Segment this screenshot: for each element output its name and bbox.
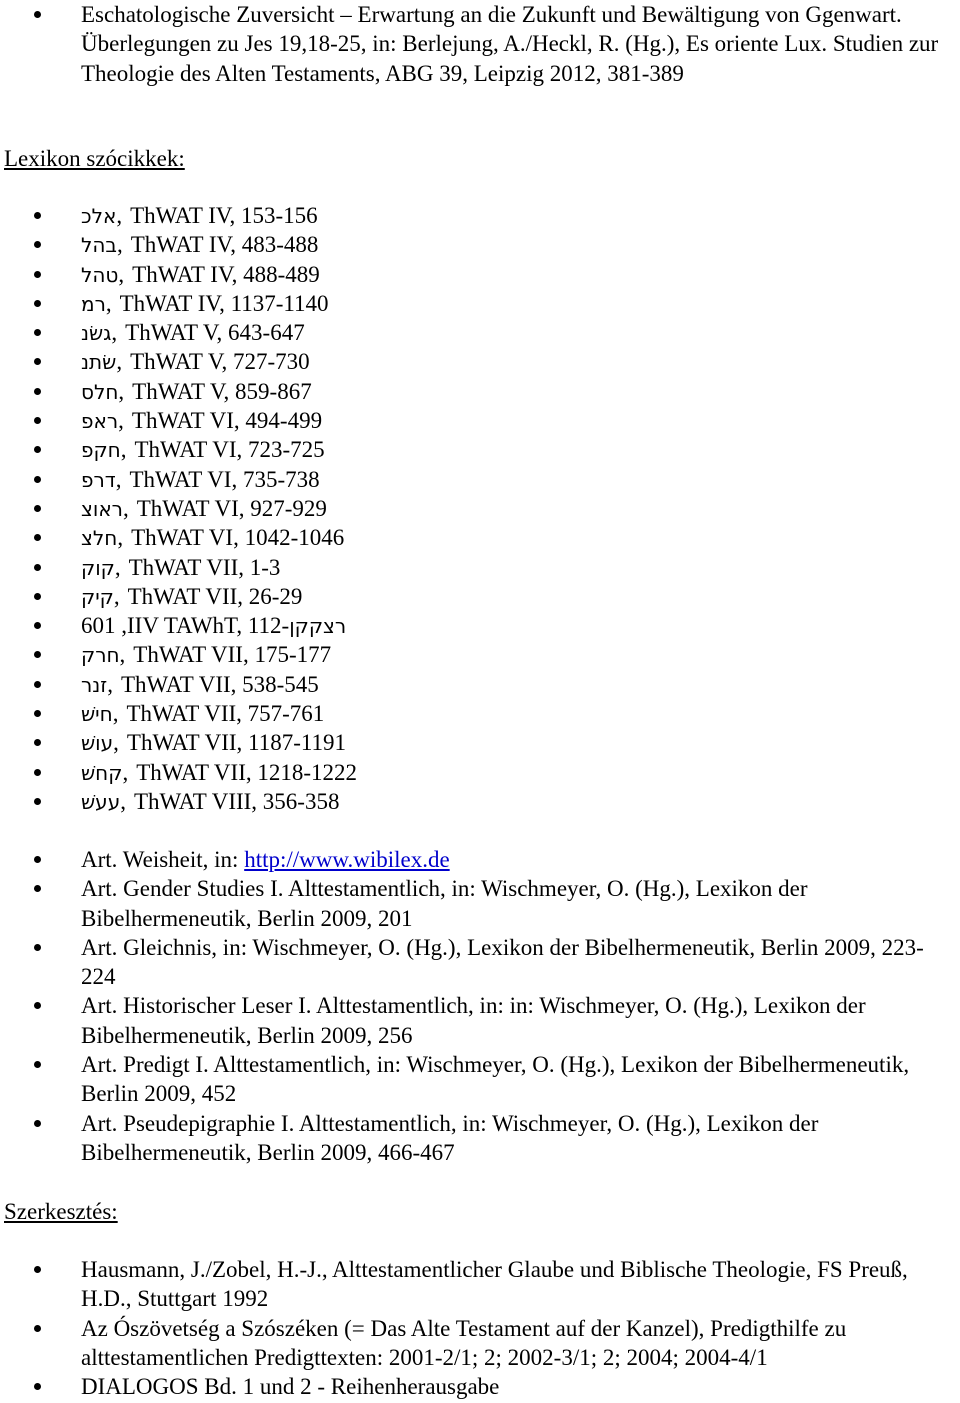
hebrew-word: עעשׁ [81,789,121,814]
hebrew-word: גשׂנ [81,321,112,346]
lexikon-entry: דרפ, ThWAT VI, 735-738 [0,465,960,494]
lexikon-reference: ThWAT VII, 1-3 [128,554,281,580]
bullet-icon [34,300,41,307]
lexikon-reference: ThWAT VI, 494-499 [131,408,323,434]
list-item [0,1109,960,1168]
article-text: Art. Weisheit, in: [81,847,245,872]
bullet-icon [34,329,41,336]
lexikon-entry: קיק, ThWAT VII, 26-29 [0,582,960,611]
hebrew-word: חרק [81,643,120,668]
bullet-icon [34,798,41,805]
lexikon-entry: חקפ, ThWAT VI, 723-725 [0,435,960,464]
lexikon-entry: טהל, ThWAT IV, 488-489 [0,260,960,289]
lexikon-reference: ThWAT VII, 757-761 [126,701,325,727]
lexikon-list [0,201,960,816]
lexikon-reference: ThWAT VII, 175-177 [133,642,332,668]
lexikon-entry: עושׁ, ThWAT VII, 1187-1191 [0,728,960,757]
lexikon-reference: ThWAT IV, 483-488 [130,232,319,258]
lexikon-reference: ThWAT V, 727-730 [130,349,310,375]
wibilex-link[interactable]: http://www.wibilex.de [244,847,450,872]
list-item [0,1372,960,1401]
bullet-icon [34,271,41,278]
editing-text: Az Ószövetség a Szószéken (= Das Alte Testament auf der Kanzel), Predigthilfe zu alttestamentlichen Predigttexten: 2001-2/1; 2; 2002-3/1; 2; 2004; 2004-4/1 [81,1315,847,1370]
lexikon-reference: ThWAT VI, 1042-1046 [131,525,345,551]
bullet-icon [34,534,41,541]
hebrew-word: בהל [81,233,117,258]
bullet-icon [34,212,41,219]
lexikon-entry [0,611,960,640]
bullet-icon [34,1383,41,1390]
bullet-icon [34,1266,41,1273]
lexikon-entry: שׂתנ, ThWAT V, 727-730 [0,347,960,376]
lexikon-entry: חרק, ThWAT VII, 175-177 [0,640,960,669]
lexikon-reference: ThWAT VII, 1218-1222 [136,759,358,785]
list-item [0,991,960,1050]
lexikon-entry: עעשׁ, ThWAT VIII, 356-358 [0,787,960,816]
list-item [0,1255,960,1314]
bullet-icon [34,358,41,365]
lexikon-reference: ThWAT V, 859-867 [132,378,312,404]
hebrew-word: קוק [81,555,115,580]
lexikon-reference: ThWAT VI, 927-929 [136,495,327,521]
lexikon-reference: ThWAT IV, 1137-1140 [119,290,329,316]
hebrew-word: עושׁ [81,731,114,756]
list-item [0,1050,960,1109]
lexikon-reference: ThWAT V, 643-647 [125,320,305,346]
publication-text: Eschatologische Zuversicht – Erwartung an die Zukunft und Bewältigung von Ggenwart. Überlegungen zu Jes 19,18-25, in: Berlejung, A./Heckl, R. (Hg.), Es oriente Lux. Studien zur Theologie des Alten Testaments, ABG 39, Leipzig 2012, 381-389 [81,2,939,86]
lexikon-reference: ThWAT VIII, 356-358 [133,788,340,814]
hebrew-word: אלכ [81,204,117,228]
lexikon-reference: ThWAT VII, 1187-1191 [126,730,347,756]
lexikon-entry: זנר, ThWAT VII, 538-545 [0,670,960,699]
bullet-icon [34,505,41,512]
bullet-icon [34,885,41,892]
lexikon-entry: חלצ, ThWAT VI, 1042-1046 [0,523,960,552]
lexikon-reference: ThWAT VI, 735-738 [129,466,320,492]
lexikon-entry: בהל, ThWAT IV, 483-488 [0,230,960,259]
bullet-icon [34,564,41,571]
editing-heading: Szerkesztés: [4,1199,118,1224]
lexikon-entry: קוק, ThWAT VII, 1-3 [0,553,960,582]
hebrew-word: רמ [81,291,106,316]
hebrew-word: זנר [81,672,108,697]
list-item [0,933,960,992]
bullet-icon [34,446,41,453]
hebrew-word: ראפ [81,409,119,434]
lexikon-entry: גשׂנ, ThWAT V, 643-647 [0,318,960,347]
lexikon-reference: ThWAT IV, 488-489 [132,261,320,287]
article-text: Art. Historischer Leser I. Alttestamentlich, in: in: Wischmeyer, O. (Hg.), Lexikon der Bibelhermeneutik, Berlin 2009, 256 [81,993,866,1048]
hebrew-word: ראוצ [81,496,123,521]
hebrew-word: קיק [81,584,114,609]
list-item [0,1314,960,1373]
bullet-icon [34,476,41,483]
bullet-icon [34,1061,41,1068]
bullet-icon [34,739,41,746]
bullet-icon [34,944,41,951]
lexikon-entry: קחשׁ, ThWAT VII, 1218-1222 [0,758,960,787]
hebrew-word: חקפ [81,438,121,463]
lexikon-reference: ThWAT IV, 153-156 [130,203,318,228]
bullet-icon [34,388,41,395]
list-item [0,0,960,88]
article-text: Art. Predigt I. Alttestamentlich, in: Wischmeyer, O. (Hg.), Lexikon der Bibelhermeneutik, Berlin 2009, 452 [81,1052,910,1107]
bullet-icon [34,856,41,863]
hebrew-word: טהל [81,262,119,287]
lexikon-heading: Lexikon szócikkek: [4,146,185,171]
bullet-icon [34,1120,41,1127]
hebrew-word: חלס [81,379,119,404]
bullet-icon [34,1325,41,1332]
article-text: Art. Pseudepigraphie I. Alttestamentlich, in: Wischmeyer, O. (Hg.), Lexikon der Bibelhermeneutik, Berlin 2009, 466-467 [81,1110,819,1165]
article-text: Art. Gleichnis, in: Wischmeyer, O. (Hg.), Lexikon der Bibelhermeneutik, Berlin 2009, 223-224 [81,934,924,990]
bullet-icon [34,417,41,424]
bullet-icon [34,1002,41,1009]
lexikon-entry: ראוצ, ThWAT VI, 927-929 [0,494,960,523]
bullet-icon [34,681,41,688]
hebrew-word: חישׁ [81,702,113,727]
lexikon-reference: ThWAT VII, 538-545 [120,671,319,697]
publication-list [0,0,960,88]
bullet-icon [34,769,41,776]
bullet-icon [34,710,41,717]
hebrew-word: קחשׁ [81,760,123,785]
lexikon-reference: ThWAT VII, 26-29 [127,583,303,609]
lexikon-reference: 601 ,IIV TAWhT, 112- [81,613,290,639]
lexikon-entry: רמ, ThWAT IV, 1137-1140 [0,289,960,318]
lexikon-entry: ראפ, ThWAT VI, 494-499 [0,406,960,435]
editing-text: DIALOGOS Bd. 1 und 2 - Reihenherausgabe [81,1374,500,1400]
article-list [0,845,960,1167]
lexikon-entry: אלכ, ThWAT IV, 153-156 [0,201,960,230]
list-item [0,874,960,933]
lexikon-entry: חלס, ThWAT V, 859-867 [0,377,960,406]
editing-list [0,1255,960,1401]
lexikon-reference: ThWAT VI, 723-725 [134,437,325,463]
bullet-icon [34,622,41,629]
bullet-icon [34,593,41,600]
list-item [0,845,960,874]
bullet-icon [34,241,41,248]
bullet-icon [34,651,41,658]
article-text: Art. Gender Studies I. Alttestamentlich, in: Wischmeyer, O. (Hg.), Lexikon der Bibelhermeneutik, Berlin 2009, 201 [81,876,808,931]
lexikon-entry: חישׁ, ThWAT VII, 757-761 [0,699,960,728]
hebrew-word: דרפ [81,467,116,492]
bullet-icon [34,11,41,18]
hebrew-word: שׂתנ [81,350,117,375]
hebrew-word: חלצ [81,526,118,551]
hebrew-word: רצקקן [289,614,347,639]
editing-text: Hausmann, J./Zobel, H.-J., Alttestamentlicher Glaube und Biblische Theologie, FS Preuß, H.D., Stuttgart 1992 [81,1257,908,1312]
